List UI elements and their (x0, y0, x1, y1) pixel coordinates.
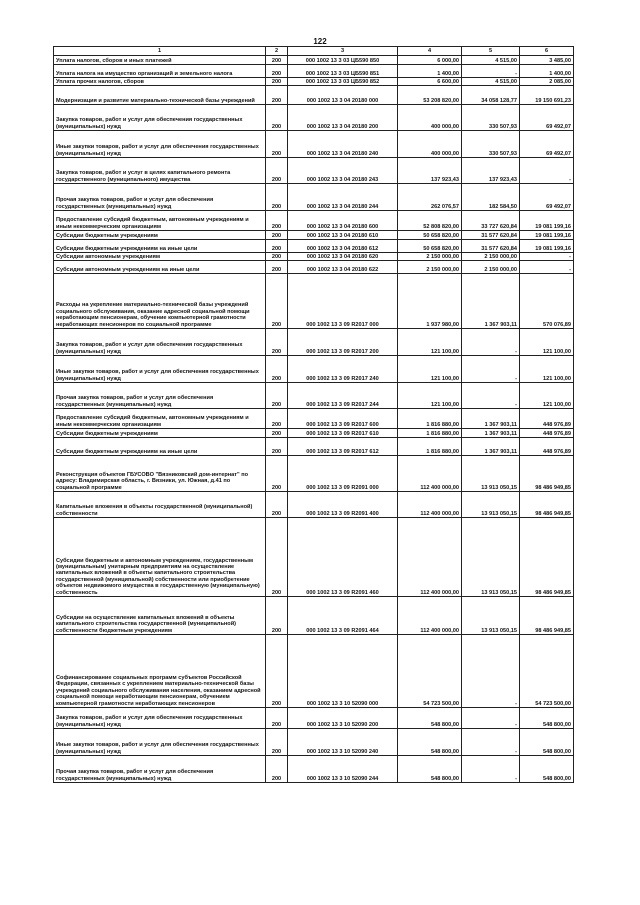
table-row (54, 329, 574, 356)
line-code: 200 (266, 231, 288, 240)
approved-amount: 121 100,00 (398, 383, 462, 409)
approved-amount: 548 800,00 (398, 756, 462, 783)
unexecuted-amount: - (520, 261, 574, 274)
unexecuted-amount: 69 492,07 (520, 131, 574, 158)
table-row (54, 356, 574, 383)
approved-amount: 1 937 980,00 (398, 274, 462, 329)
table-row (54, 231, 574, 240)
executed-amount: 31 577 620,84 (462, 240, 520, 253)
unexecuted-amount: 69 492,07 (520, 105, 574, 131)
budget-classification-code: 000 1002 13 3 03 ЦБ590 851 (288, 65, 398, 78)
table-row (54, 78, 574, 86)
row-name: Реконструкция объектов ГБУСОВО "Вязниковский дом-интернат" по адресу: Владимирская область, г. Вязники, ул. Южная, д.41 по социальной программе (54, 456, 266, 492)
approved-amount: 112 400 000,00 (398, 456, 462, 492)
line-code: 200 (266, 86, 288, 105)
approved-amount: 2 150 000,00 (398, 261, 462, 274)
line-code: 200 (266, 756, 288, 783)
approved-amount: 53 208 820,00 (398, 86, 462, 105)
row-name: Субсидии бюджетным и автономным учреждениям, государственным (муниципальным) унитарным предприятиям на осуществление капитальных вложений в объекты капитального строительства государственной (муниципальной) собственности или приобретение объектов недвижимого имущества в государственную (муниципальную) собственность (54, 518, 266, 597)
line-code: 200 (266, 729, 288, 756)
executed-amount: 34 058 128,77 (462, 86, 520, 105)
table-row (54, 518, 574, 597)
line-code: 200 (266, 211, 288, 231)
row-name: Иные закупки товаров, работ и услуг для обеспечения государственных (муниципальных) нужд (54, 131, 266, 158)
executed-amount: 330 507,93 (462, 105, 520, 131)
approved-amount: 50 658 820,00 (398, 231, 462, 240)
row-name: Иные закупки товаров, работ и услуг для обеспечения государственных (муниципальных) нужд (54, 356, 266, 383)
line-code: 200 (266, 184, 288, 211)
unexecuted-amount: 448 976,89 (520, 438, 574, 456)
line-code: 200 (266, 253, 288, 261)
line-code: 200 (266, 261, 288, 274)
table-row (54, 383, 574, 409)
row-name: Субсидии бюджетным учреждениям на иные цели (54, 438, 266, 456)
line-code: 200 (266, 329, 288, 356)
row-name: Капитальные вложения в объекты государственной (муниципальной) собственности (54, 492, 266, 518)
line-code: 200 (266, 597, 288, 635)
unexecuted-amount: 3 485,00 (520, 56, 574, 65)
table-row (54, 253, 574, 261)
budget-classification-code: 000 1002 13 3 09 R2017 000 (288, 274, 398, 329)
unexecuted-amount: 570 076,89 (520, 274, 574, 329)
unexecuted-amount: 548 800,00 (520, 708, 574, 729)
approved-amount: 548 800,00 (398, 729, 462, 756)
line-code: 200 (266, 56, 288, 65)
table-row (54, 456, 574, 492)
unexecuted-amount: 98 486 949,85 (520, 518, 574, 597)
budget-classification-code: 000 1002 13 3 09 R2091 460 (288, 518, 398, 597)
approved-amount: 400 000,00 (398, 105, 462, 131)
executed-amount: 137 923,43 (462, 158, 520, 184)
line-code: 200 (266, 65, 288, 78)
column-header: 6 (520, 47, 574, 56)
table-row (54, 65, 574, 78)
unexecuted-amount: 548 800,00 (520, 729, 574, 756)
unexecuted-amount: 121 100,00 (520, 329, 574, 356)
approved-amount: 137 923,43 (398, 158, 462, 184)
budget-classification-code: 000 1002 13 3 10 52090 000 (288, 635, 398, 708)
executed-amount: - (462, 729, 520, 756)
table-row (54, 131, 574, 158)
executed-amount: - (462, 635, 520, 708)
budget-classification-code: 000 1002 13 3 09 R2017 600 (288, 409, 398, 429)
budget-classification-code: 000 1002 13 3 10 52090 240 (288, 729, 398, 756)
budget-classification-code: 000 1002 13 3 04 20180 243 (288, 158, 398, 184)
budget-classification-code: 000 1002 13 3 04 20180 000 (288, 86, 398, 105)
executed-amount: - (462, 65, 520, 78)
executed-amount: 1 367 903,11 (462, 438, 520, 456)
row-name: Модернизация и развитие материально-технической базы учреждений (54, 86, 266, 105)
budget-classification-code: 000 1002 13 3 09 R2017 610 (288, 429, 398, 438)
approved-amount: 1 816 880,00 (398, 438, 462, 456)
line-code: 200 (266, 240, 288, 253)
row-name: Закупка товаров, работ и услуг для обеспечения государственных (муниципальных) нужд (54, 105, 266, 131)
line-code: 200 (266, 438, 288, 456)
budget-classification-code: 000 1002 13 3 09 R2091 400 (288, 492, 398, 518)
budget-classification-code: 000 1002 13 3 03 ЦБ590 852 (288, 78, 398, 86)
line-code: 200 (266, 429, 288, 438)
line-code: 200 (266, 456, 288, 492)
table-header-row (54, 47, 574, 56)
table-row (54, 86, 574, 105)
budget-classification-code: 000 1002 13 3 09 R2017 612 (288, 438, 398, 456)
budget-classification-code: 000 1002 13 3 04 20180 600 (288, 211, 398, 231)
approved-amount: 50 658 820,00 (398, 240, 462, 253)
row-name: Субсидии на осуществление капитальных вложений в объекты капитального строительства государственной (муниципальной) собственности бюджетным учреждениям (54, 597, 266, 635)
executed-amount: 13 913 050,15 (462, 597, 520, 635)
executed-amount: - (462, 356, 520, 383)
unexecuted-amount: 121 100,00 (520, 383, 574, 409)
unexecuted-amount: 121 100,00 (520, 356, 574, 383)
column-header: 3 (288, 47, 398, 56)
line-code: 200 (266, 708, 288, 729)
table-row (54, 56, 574, 65)
line-code: 200 (266, 158, 288, 184)
row-name: Уплата прочих налогов, сборов (54, 78, 266, 86)
row-name: Субсидии бюджетным учреждениям (54, 231, 266, 240)
approved-amount: 400 000,00 (398, 131, 462, 158)
row-name: Закупка товаров, работ и услуг для обеспечения государственных (муниципальных) нужд (54, 708, 266, 729)
executed-amount: 1 367 903,11 (462, 274, 520, 329)
unexecuted-amount: 2 085,00 (520, 78, 574, 86)
budget-classification-code: 000 1002 13 3 09 R2091 000 (288, 456, 398, 492)
approved-amount: 54 723 500,00 (398, 635, 462, 708)
unexecuted-amount: 98 486 949,85 (520, 597, 574, 635)
table-row (54, 158, 574, 184)
executed-amount: 13 913 050,15 (462, 518, 520, 597)
unexecuted-amount: - (520, 158, 574, 184)
row-name: Уплата налога на имущество организаций и земельного налога (54, 65, 266, 78)
approved-amount: 112 400 000,00 (398, 492, 462, 518)
row-name: Уплата налогов, сборов и иных платежей (54, 56, 266, 65)
budget-classification-code: 000 1002 13 3 04 20180 612 (288, 240, 398, 253)
approved-amount: 121 100,00 (398, 329, 462, 356)
page-number: 122 (313, 37, 327, 46)
unexecuted-amount: 19 081 199,16 (520, 231, 574, 240)
table-row (54, 409, 574, 429)
column-header: 2 (266, 47, 288, 56)
approved-amount: 1 400,00 (398, 65, 462, 78)
line-code: 200 (266, 518, 288, 597)
row-name: Субсидии бюджетным учреждениям (54, 429, 266, 438)
unexecuted-amount: 98 486 949,85 (520, 492, 574, 518)
table-row (54, 635, 574, 708)
approved-amount: 112 400 000,00 (398, 518, 462, 597)
table-row (54, 756, 574, 783)
table-row (54, 211, 574, 231)
row-name: Предоставление субсидий бюджетным, автономным учреждениям и иным некоммерческим организациям (54, 409, 266, 429)
approved-amount: 2 150 000,00 (398, 253, 462, 261)
row-name: Прочая закупка товаров, работ и услуг для обеспечения государственных (муниципальных) нужд (54, 383, 266, 409)
table-row (54, 597, 574, 635)
line-code: 200 (266, 409, 288, 429)
approved-amount: 52 808 820,00 (398, 211, 462, 231)
budget-classification-code: 000 1002 13 3 04 20180 200 (288, 105, 398, 131)
executed-amount: 330 507,93 (462, 131, 520, 158)
executed-amount: - (462, 708, 520, 729)
executed-amount: 182 584,50 (462, 184, 520, 211)
executed-amount: - (462, 383, 520, 409)
row-name: Иные закупки товаров, работ и услуг для обеспечения государственных (муниципальных) нужд (54, 729, 266, 756)
line-code: 200 (266, 78, 288, 86)
line-code: 200 (266, 383, 288, 409)
table-row (54, 274, 574, 329)
budget-classification-code: 000 1002 13 3 04 20180 620 (288, 253, 398, 261)
row-name: Субсидии бюджетным учреждениям на иные цели (54, 240, 266, 253)
row-name: Закупка товаров, работ и услуг для обеспечения государственных (муниципальных) нужд (54, 329, 266, 356)
budget-classification-code: 000 1002 13 3 04 20180 240 (288, 131, 398, 158)
approved-amount: 1 816 880,00 (398, 429, 462, 438)
row-name: Предоставление субсидий бюджетным, автономным учреждениям и иным некоммерческим организациям (54, 211, 266, 231)
approved-amount: 6 600,00 (398, 78, 462, 86)
column-header: 4 (398, 47, 462, 56)
line-code: 200 (266, 492, 288, 518)
line-code: 200 (266, 356, 288, 383)
budget-classification-code: 000 1002 13 3 09 R2017 200 (288, 329, 398, 356)
executed-amount: 4 515,00 (462, 78, 520, 86)
unexecuted-amount: 1 400,00 (520, 65, 574, 78)
line-code: 200 (266, 131, 288, 158)
row-name: Субсидии автономным учреждениям на иные цели (54, 261, 266, 274)
column-header: 1 (54, 47, 266, 56)
column-header: 5 (462, 47, 520, 56)
approved-amount: 262 076,57 (398, 184, 462, 211)
table-row (54, 240, 574, 253)
approved-amount: 121 100,00 (398, 356, 462, 383)
table-row (54, 492, 574, 518)
budget-classification-code: 000 1002 13 3 10 52090 244 (288, 756, 398, 783)
budget-classification-code: 000 1002 13 3 03 ЦБ590 850 (288, 56, 398, 65)
executed-amount: 13 913 050,15 (462, 492, 520, 518)
executed-amount: 31 577 620,84 (462, 231, 520, 240)
executed-amount: - (462, 756, 520, 783)
row-name: Закупка товаров, работ и услуг в целях капитального ремонта государственного (муниципального) имущества (54, 158, 266, 184)
row-name: Субсидии автономным учреждениям (54, 253, 266, 261)
line-code: 200 (266, 274, 288, 329)
executed-amount: 33 727 620,84 (462, 211, 520, 231)
budget-classification-code: 000 1002 13 3 09 R2091 464 (288, 597, 398, 635)
row-name: Софинансирование социальных программ субъектов Российской Федерации, связанных с укреплением материально-технической базы учреждений социального обслуживания населения, оказанием адресной социальной помощи неработающим пенсионерам, обучением компьютерной грамотности неработающих пенсионеров (54, 635, 266, 708)
budget-execution-table (53, 46, 574, 783)
unexecuted-amount: 98 486 949,85 (520, 456, 574, 492)
budget-classification-code: 000 1002 13 3 10 52090 200 (288, 708, 398, 729)
table-row (54, 105, 574, 131)
unexecuted-amount: 448 976,89 (520, 429, 574, 438)
budget-classification-code: 000 1002 13 3 09 R2017 240 (288, 356, 398, 383)
table-row (54, 438, 574, 456)
table-row (54, 184, 574, 211)
approved-amount: 1 816 880,00 (398, 409, 462, 429)
unexecuted-amount: 548 800,00 (520, 756, 574, 783)
executed-amount: 2 150 000,00 (462, 253, 520, 261)
budget-classification-code: 000 1002 13 3 04 20180 610 (288, 231, 398, 240)
executed-amount: 13 913 050,15 (462, 456, 520, 492)
executed-amount: - (462, 329, 520, 356)
table-row (54, 729, 574, 756)
executed-amount: 1 367 903,11 (462, 409, 520, 429)
row-name: Расходы на укрепление материально-технической базы учреждений социального обслуживания, оказание адресной социальной помощи неработающим пенсионерам, обучение компьютерной грамотности неработающих пенсионеров по социальной программе (54, 274, 266, 329)
unexecuted-amount: 54 723 500,00 (520, 635, 574, 708)
unexecuted-amount: - (520, 253, 574, 261)
approved-amount: 112 400 000,00 (398, 597, 462, 635)
budget-classification-code: 000 1002 13 3 09 R2017 244 (288, 383, 398, 409)
budget-classification-code: 000 1002 13 3 04 20180 622 (288, 261, 398, 274)
unexecuted-amount: 19 081 199,16 (520, 240, 574, 253)
unexecuted-amount: 19 150 691,23 (520, 86, 574, 105)
approved-amount: 548 800,00 (398, 708, 462, 729)
approved-amount: 6 000,00 (398, 56, 462, 65)
table-row (54, 708, 574, 729)
table-row (54, 261, 574, 274)
unexecuted-amount: 448 976,89 (520, 409, 574, 429)
unexecuted-amount: 69 492,07 (520, 184, 574, 211)
line-code: 200 (266, 105, 288, 131)
executed-amount: 1 367 903,11 (462, 429, 520, 438)
table-row (54, 429, 574, 438)
unexecuted-amount: 19 081 199,16 (520, 211, 574, 231)
row-name: Прочая закупка товаров, работ и услуг для обеспечения государственных (муниципальных) нужд (54, 756, 266, 783)
executed-amount: 2 150 000,00 (462, 261, 520, 274)
row-name: Прочая закупка товаров, работ и услуг для обеспечения государственных (муниципальных) нужд (54, 184, 266, 211)
line-code: 200 (266, 635, 288, 708)
budget-classification-code: 000 1002 13 3 04 20180 244 (288, 184, 398, 211)
executed-amount: 4 515,00 (462, 56, 520, 65)
